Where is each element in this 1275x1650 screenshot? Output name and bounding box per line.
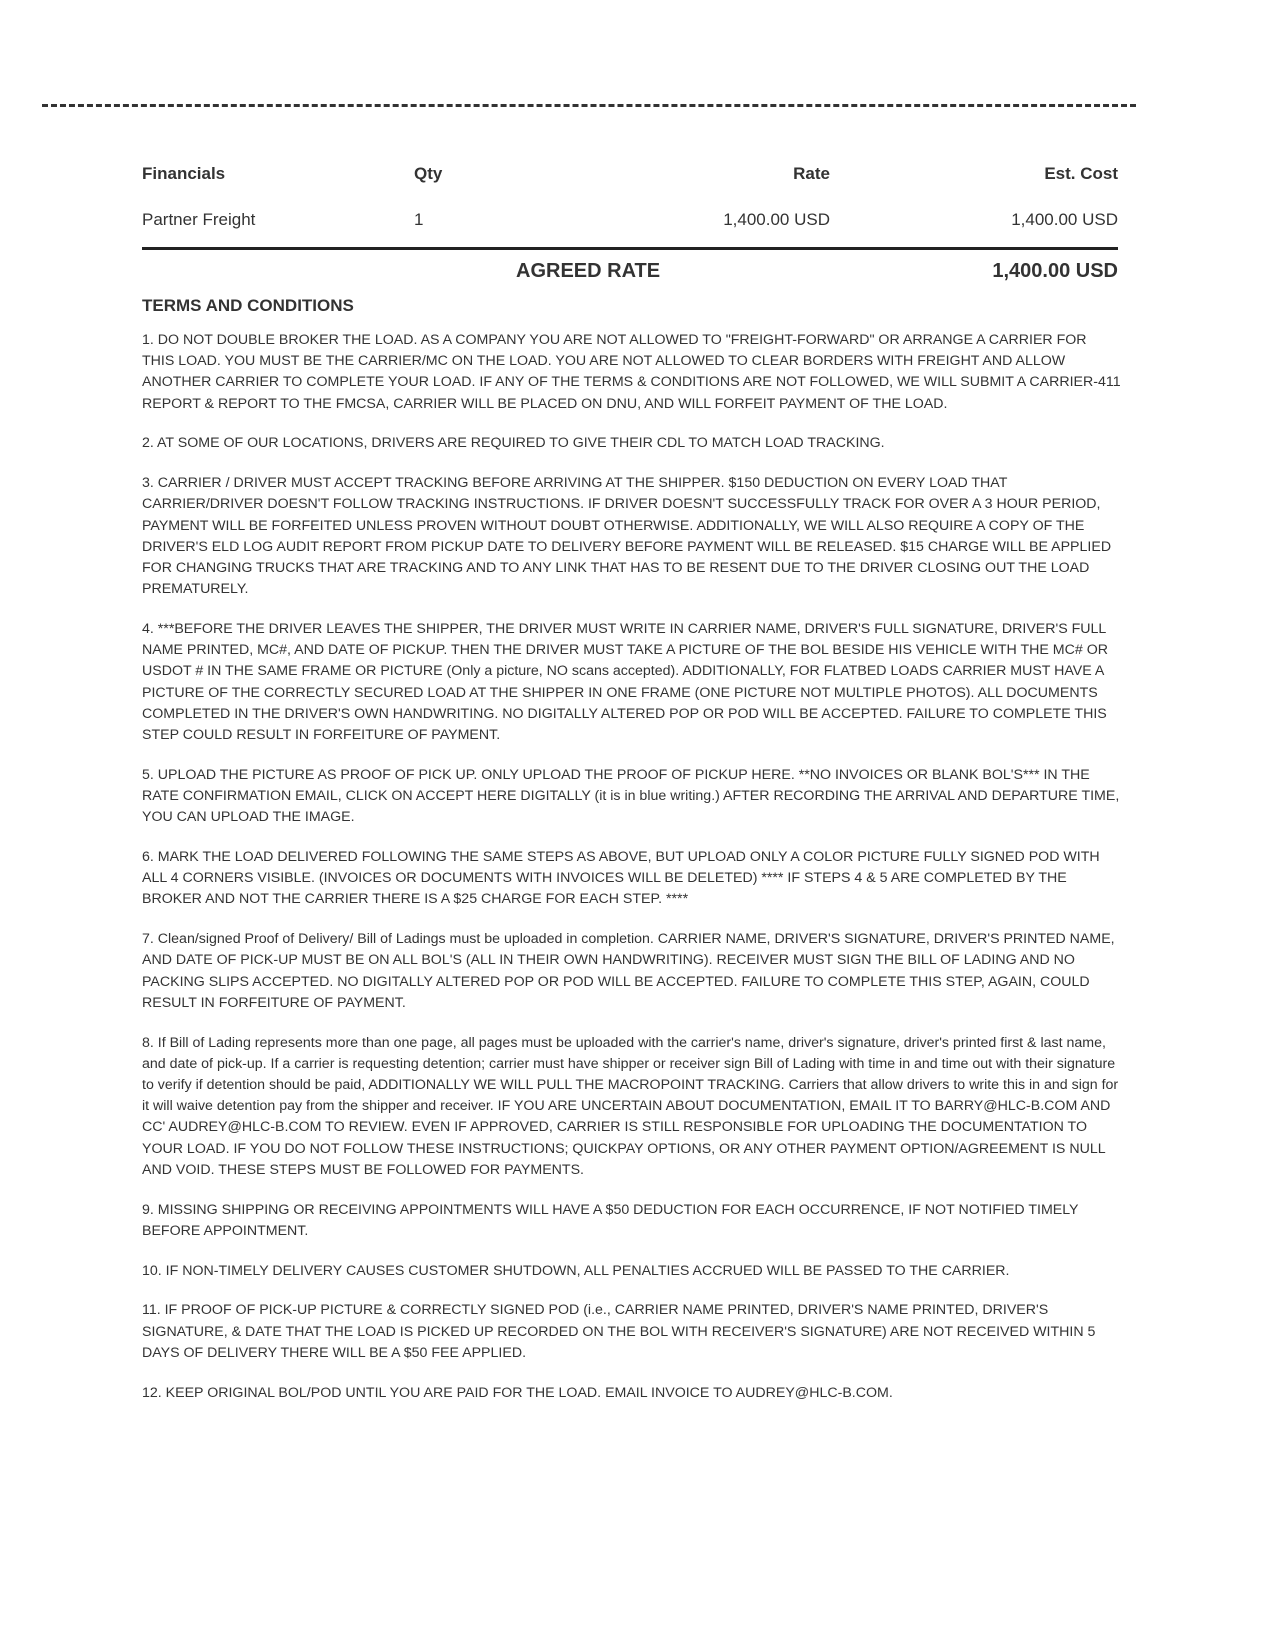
agreed-rate-row	[142, 250, 1118, 294]
terms-item-10: 10. IF NON-TIMELY DELIVERY CAUSES CUSTOMER SHUTDOWN, ALL PENALTIES ACCRUED WILL BE PASSED TO THE CARRIER.	[142, 1262, 1010, 1279]
agreed-rate-label: AGREED RATE	[516, 260, 661, 282]
terms-item-4: 4. ***BEFORE THE DRIVER LEAVES THE SHIPPER, THE DRIVER MUST WRITE IN CARRIER NAME, DRIVER'S FULL SIGNATURE, DRIVER'S FULL NAME PRINTED, MC#, AND DATE OF PICKUP. THEN THE DRIVER MUST TAKE A PICTURE OF THE BOL BESIDE HIS VEHICLE WITH THE MC# OR USDOT # IN THE SAME FRAME OR PICTURE (Only a picture, NO scans accepted). ADDITIONALLY, FOR FLATBED LOADS CARRIER MUST HAVE A PICTURE OF THE CORRECTLY SECURED LOAD AT THE SHIPPER IN ONE FRAME (ONE PICTURE NOT MULTIPLE PHOTOS). ALL DOCUMENTS COMPLETED IN THE DRIVER'S OWN HANDWRITING. NO DIGITALLY ALTERED POP OR POD WILL BE ACCEPTED. FAILURE TO COMPLETE THIS STEP COULD RESULT IN FORFEITURE OF PAYMENT.	[142, 621, 1108, 744]
row-qty: 1	[414, 210, 424, 229]
terms-item-7: 7. Clean/signed Proof of Delivery/ Bill of Ladings must be uploaded in completion. CARRIER NAME, DRIVER'S SIGNATURE, DRIVER'S PRINTED NAME, AND DATE OF PICK-UP MUST BE ON ALL BOL'S (ALL IN THEIR OWN HANDWRITING). RECEIVER MUST SIGN THE BILL OF LADING AND NO PACKING SLIPS ACCEPTED. NO DIGITALLY ALTERED POP OR POD WILL BE ACCEPTED. FAILURE TO COMPLETE THIS STEP, AGAIN, COULD RESULT IN FORFEITURE OF PAYMENT.	[142, 931, 1115, 1011]
row-rate: 1,400.00 USD	[723, 210, 830, 229]
terms-item-11: 11. IF PROOF OF PICK-UP PICTURE & CORRECTLY SIGNED POD (i.e., CARRIER NAME PRINTED, DRIVER'S NAME PRINTED, DRIVER'S SIGNATURE, & DATE THAT THE LOAD IS PICKED UP RECORDED ON THE BOL WITH RECEIVER'S SIGNATURE) ARE NOT RECEIVED WITHIN 5 DAYS OF DELIVERY THERE WILL BE A $50 FEE APPLIED.	[142, 1302, 1096, 1361]
terms-title: TERMS AND CONDITIONS	[142, 296, 354, 315]
terms-item-2: 2. AT SOME OF OUR LOCATIONS, DRIVERS ARE REQUIRED TO GIVE THEIR CDL TO MATCH LOAD TRACKING.	[142, 435, 885, 452]
header-qty: Qty	[414, 164, 443, 183]
dashed-separator	[42, 104, 1136, 107]
terms-item-6: 6. MARK THE LOAD DELIVERED FOLLOWING THE SAME STEPS AS ABOVE, BUT UPLOAD ONLY A COLOR PICTURE FULLY SIGNED POD WITH ALL 4 CORNERS VISIBLE. (INVOICES OR DOCUMENTS WITH INVOICES WILL BE DELETED) **** IF STEPS 4 & 5 ARE COMPLETED BY THE BROKER AND NOT THE CARRIER THERE IS A $25 CHARGE FOR EACH STEP. ****	[142, 849, 1100, 908]
table-row	[142, 206, 1118, 250]
terms-item-1: 1. DO NOT DOUBLE BROKER THE LOAD. AS A COMPANY YOU ARE NOT ALLOWED TO "FREIGHT-FORWARD" OR ARRANGE A CARRIER FOR THIS LOAD. YOU MUST BE THE CARRIER/MC ON THE LOAD. YOU ARE NOT ALLOWED TO CLEAR BORDERS WITH FREIGHT AND ALLOW ANOTHER CARRIER TO COMPLETE YOUR LOAD. IF ANY OF THE TERMS & CONDITIONS ARE NOT FOLLOWED, WE WILL SUBMIT A CARRIER-411 REPORT & REPORT TO THE FMCSA, CARRIER WILL BE PLACED ON DNU, AND WILL FORFEIT PAYMENT OF THE LOAD.	[142, 332, 1121, 412]
terms-item-9: 9. MISSING SHIPPING OR RECEIVING APPOINTMENTS WILL HAVE A $50 DEDUCTION FOR EACH OCCURRENCE, IF NOT NOTIFIED TIMELY BEFORE APPOINTMENT.	[142, 1201, 1079, 1239]
terms-item-5: 5. UPLOAD THE PICTURE AS PROOF OF PICK UP. ONLY UPLOAD THE PROOF OF PICKUP HERE. **NO INVOICES OR BLANK BOL'S*** IN THE RATE CONFIRMATION EMAIL, CLICK ON ACCEPT HERE DIGITALLY (it is in blue writing.) AFTER RECORDING THE ARRIVAL AND DEPARTURE TIME, YOU CAN UPLOAD THE IMAGE.	[142, 766, 1120, 826]
header-financials: Financials	[142, 164, 226, 183]
header-est-cost: Est. Cost	[1044, 164, 1118, 183]
row-est-cost: 1,400.00 USD	[1011, 210, 1118, 229]
financials-header-row	[142, 160, 1118, 206]
terms-section	[142, 296, 1122, 1422]
terms-item-8: 8. If Bill of Lading represents more than one page, all pages must be uploaded with the carrier's name, driver's signature, driver's printed first & last name, and date of pick-up. If a carrier is requesting detention; carrier must have shipper or receiver sign Bill of Lading with time in and time out with their signature to verify if detention should be paid, ADDITIONALLY WE WILL PULL THE MACROPOINT TRACKING. Carriers that allow drivers to write this in and sign for it will waive detention pay from the shipper and receiver. IF YOU ARE UNCERTAIN ABOUT DOCUMENTATION, EMAIL IT TO BARRY@HLC-B.COM AND CC' AUDREY@HLC-B.COM TO REVIEW. EVEN IF APPROVED, CARRIER IS STILL RESPONSIBLE FOR UPLOADING THE DOCUMENTATION TO YOUR LOAD. IF YOU DO NOT FOLLOW THESE INSTRUCTIONS; QUICKPAY OPTIONS, OR ANY OTHER PAYMENT OPTION/AGREEMENT IS NULL AND VOID. THESE STEPS MUST BE FOLLOWED FOR PAYMENTS.	[142, 1034, 1119, 1178]
header-rate: Rate	[793, 164, 830, 183]
financials-table	[142, 160, 1118, 294]
terms-item-3: 3. CARRIER / DRIVER MUST ACCEPT TRACKING BEFORE ARRIVING AT THE SHIPPER. $150 DEDUCTION ON EVERY LOAD THAT CARRIER/DRIVER DOESN'T FOLLOW TRACKING INSTRUCTIONS. IF DRIVER DOESN'T SUCCESSFULLY TRACK FOR OVER A 3 HOUR PERIOD, PAYMENT WILL BE FORFEITED UNLESS PROVEN WITHOUT DOUBT OTHERWISE. ADDITIONALLY, WE WILL ALSO REQUIRE A COPY OF THE DRIVER'S ELD LOG AUDIT REPORT FROM PICKUP DATE TO DELIVERY BEFORE PAYMENT WILL BE RELEASED. $15 CHARGE WILL BE APPLIED FOR CHANGING TRUCKS THAT ARE TRACKING AND TO ANY LINK THAT HAS TO BE RESENT DUE TO THE DRIVER CLOSING OUT THE LOAD PREMATURELY.	[142, 475, 1112, 598]
terms-item-12: 12. KEEP ORIGINAL BOL/POD UNTIL YOU ARE PAID FOR THE LOAD. EMAIL INVOICE TO AUDREY@HLC-B.COM.	[142, 1384, 893, 1401]
agreed-rate-value: 1,400.00 USD	[992, 260, 1118, 282]
row-financials: Partner Freight	[142, 210, 256, 229]
